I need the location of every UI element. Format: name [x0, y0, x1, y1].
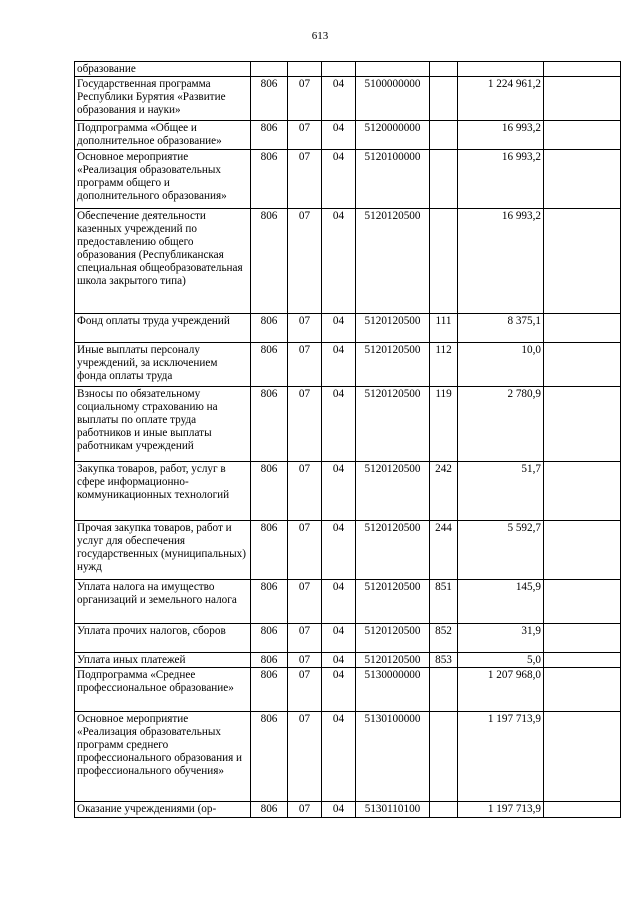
cell-vr: 852 — [430, 624, 458, 653]
cell-ved: 806 — [251, 387, 288, 462]
cell-rz: 07 — [288, 521, 322, 580]
cell-sum: 1 197 713,9 — [458, 802, 544, 818]
cell-vr: 244 — [430, 521, 458, 580]
cell-pr: 04 — [322, 209, 356, 314]
cell-extra — [544, 77, 621, 121]
cell-rz: 07 — [288, 387, 322, 462]
cell-sum: 1 224 961,2 — [458, 77, 544, 121]
cell-csr — [356, 62, 430, 77]
cell-vr: 242 — [430, 462, 458, 521]
cell-extra — [544, 343, 621, 387]
cell-pr: 04 — [322, 624, 356, 653]
cell-name: Уплата иных платежей — [75, 653, 251, 668]
cell-extra — [544, 121, 621, 150]
cell-name: Государственная программа Республики Бурятия «Развитие образования и науки» — [75, 77, 251, 121]
cell-ved: 806 — [251, 209, 288, 314]
cell-csr: 5120120500 — [356, 521, 430, 580]
cell-pr: 04 — [322, 343, 356, 387]
table-row — [75, 150, 621, 209]
cell-vr: 119 — [430, 387, 458, 462]
cell-name: Основное мероприятие «Реализация образовательных программ среднего профессионального образования и профессионального обучения» — [75, 712, 251, 802]
table-row — [75, 77, 621, 121]
cell-name: Основное мероприятие «Реализация образовательных программ общего и дополнительного образования» — [75, 150, 251, 209]
cell-extra — [544, 624, 621, 653]
cell-rz: 07 — [288, 121, 322, 150]
table-row — [75, 653, 621, 668]
cell-extra — [544, 387, 621, 462]
table-row — [75, 314, 621, 343]
cell-rz: 07 — [288, 77, 322, 121]
cell-sum: 51,7 — [458, 462, 544, 521]
cell-name: Оказание учреждениями (ор- — [75, 802, 251, 818]
cell-rz: 07 — [288, 802, 322, 818]
table-row — [75, 580, 621, 624]
cell-name: Подпрограмма «Общее и дополнительное образование» — [75, 121, 251, 150]
cell-vr — [430, 62, 458, 77]
cell-ved: 806 — [251, 343, 288, 387]
cell-rz: 07 — [288, 314, 322, 343]
table-row — [75, 462, 621, 521]
table-row — [75, 712, 621, 802]
cell-pr: 04 — [322, 77, 356, 121]
cell-csr: 5120120500 — [356, 209, 430, 314]
cell-vr: 112 — [430, 343, 458, 387]
cell-extra — [544, 668, 621, 712]
cell-ved: 806 — [251, 462, 288, 521]
table-row — [75, 209, 621, 314]
cell-rz: 07 — [288, 462, 322, 521]
cell-ved: 806 — [251, 668, 288, 712]
cell-vr — [430, 121, 458, 150]
table-row — [75, 121, 621, 150]
cell-pr: 04 — [322, 150, 356, 209]
cell-csr: 5120120500 — [356, 624, 430, 653]
cell-vr — [430, 802, 458, 818]
cell-ved: 806 — [251, 121, 288, 150]
cell-sum: 16 993,2 — [458, 121, 544, 150]
cell-pr: 04 — [322, 580, 356, 624]
cell-sum: 16 993,2 — [458, 150, 544, 209]
cell-vr: 853 — [430, 653, 458, 668]
cell-extra — [544, 62, 621, 77]
cell-rz: 07 — [288, 624, 322, 653]
cell-vr — [430, 150, 458, 209]
cell-ved: 806 — [251, 77, 288, 121]
cell-sum: 31,9 — [458, 624, 544, 653]
table-row — [75, 387, 621, 462]
cell-sum: 16 993,2 — [458, 209, 544, 314]
cell-ved: 806 — [251, 580, 288, 624]
cell-extra — [544, 462, 621, 521]
cell-ved: 806 — [251, 802, 288, 818]
cell-sum: 10,0 — [458, 343, 544, 387]
cell-name: Иные выплаты персоналу учреждений, за исключением фонда оплаты труда — [75, 343, 251, 387]
cell-csr: 5120000000 — [356, 121, 430, 150]
cell-name: Обеспечение деятельности казенных учреждений по предоставлению общего образования (Республиканская специальная общеобразовательная школа закрытого типа) — [75, 209, 251, 314]
cell-ved: 806 — [251, 314, 288, 343]
cell-vr — [430, 668, 458, 712]
cell-vr: 851 — [430, 580, 458, 624]
cell-extra — [544, 521, 621, 580]
cell-pr: 04 — [322, 387, 356, 462]
budget-table — [74, 61, 621, 818]
cell-extra — [544, 209, 621, 314]
cell-rz: 07 — [288, 668, 322, 712]
cell-ved: 806 — [251, 624, 288, 653]
cell-csr: 5120100000 — [356, 150, 430, 209]
cell-vr — [430, 209, 458, 314]
cell-pr: 04 — [322, 314, 356, 343]
cell-extra — [544, 802, 621, 818]
cell-csr: 5120120500 — [356, 653, 430, 668]
cell-extra — [544, 314, 621, 343]
cell-sum — [458, 62, 544, 77]
cell-name: Прочая закупка товаров, работ и услуг для обеспечения государственных (муниципальных) нужд — [75, 521, 251, 580]
cell-rz: 07 — [288, 150, 322, 209]
cell-ved: 806 — [251, 150, 288, 209]
cell-vr — [430, 712, 458, 802]
cell-extra — [544, 653, 621, 668]
cell-sum: 5,0 — [458, 653, 544, 668]
cell-csr: 5100000000 — [356, 77, 430, 121]
cell-pr: 04 — [322, 668, 356, 712]
table-row — [75, 62, 621, 77]
table-row — [75, 668, 621, 712]
cell-extra — [544, 580, 621, 624]
cell-name: образование — [75, 62, 251, 77]
cell-rz: 07 — [288, 580, 322, 624]
cell-extra — [544, 712, 621, 802]
cell-ved: 806 — [251, 521, 288, 580]
cell-ved: 806 — [251, 653, 288, 668]
cell-extra — [544, 150, 621, 209]
cell-sum: 5 592,7 — [458, 521, 544, 580]
cell-rz: 07 — [288, 343, 322, 387]
cell-name: Взносы по обязательному социальному страхованию на выплаты по оплате труда работников и иные выплаты работникам учреждений — [75, 387, 251, 462]
cell-csr: 5130110100 — [356, 802, 430, 818]
cell-vr: 111 — [430, 314, 458, 343]
cell-sum: 145,9 — [458, 580, 544, 624]
cell-pr — [322, 62, 356, 77]
cell-csr: 5120120500 — [356, 314, 430, 343]
cell-name: Подпрограмма «Среднее профессиональное образование» — [75, 668, 251, 712]
cell-csr: 5120120500 — [356, 343, 430, 387]
cell-sum: 8 375,1 — [458, 314, 544, 343]
cell-csr: 5120120500 — [356, 387, 430, 462]
cell-pr: 04 — [322, 712, 356, 802]
cell-ved — [251, 62, 288, 77]
cell-csr: 5120120500 — [356, 462, 430, 521]
cell-rz: 07 — [288, 712, 322, 802]
cell-csr: 5130100000 — [356, 712, 430, 802]
cell-name: Уплата налога на имущество организаций и земельного налога — [75, 580, 251, 624]
cell-sum: 1 207 968,0 — [458, 668, 544, 712]
cell-name: Фонд оплаты труда учреждений — [75, 314, 251, 343]
cell-sum: 1 197 713,9 — [458, 712, 544, 802]
cell-pr: 04 — [322, 121, 356, 150]
cell-csr: 5120120500 — [356, 580, 430, 624]
cell-rz — [288, 62, 322, 77]
cell-csr: 5130000000 — [356, 668, 430, 712]
cell-pr: 04 — [322, 521, 356, 580]
table-row — [75, 343, 621, 387]
table-row — [75, 521, 621, 580]
page-number: 613 — [311, 30, 329, 42]
cell-ved: 806 — [251, 712, 288, 802]
table-row — [75, 802, 621, 818]
cell-pr: 04 — [322, 462, 356, 521]
cell-name: Уплата прочих налогов, сборов — [75, 624, 251, 653]
cell-name: Закупка товаров, работ, услуг в сфере информационно-коммуникационных технологий — [75, 462, 251, 521]
cell-vr — [430, 77, 458, 121]
table-row — [75, 624, 621, 653]
cell-rz: 07 — [288, 653, 322, 668]
cell-pr: 04 — [322, 653, 356, 668]
cell-pr: 04 — [322, 802, 356, 818]
cell-rz: 07 — [288, 209, 322, 314]
cell-sum: 2 780,9 — [458, 387, 544, 462]
